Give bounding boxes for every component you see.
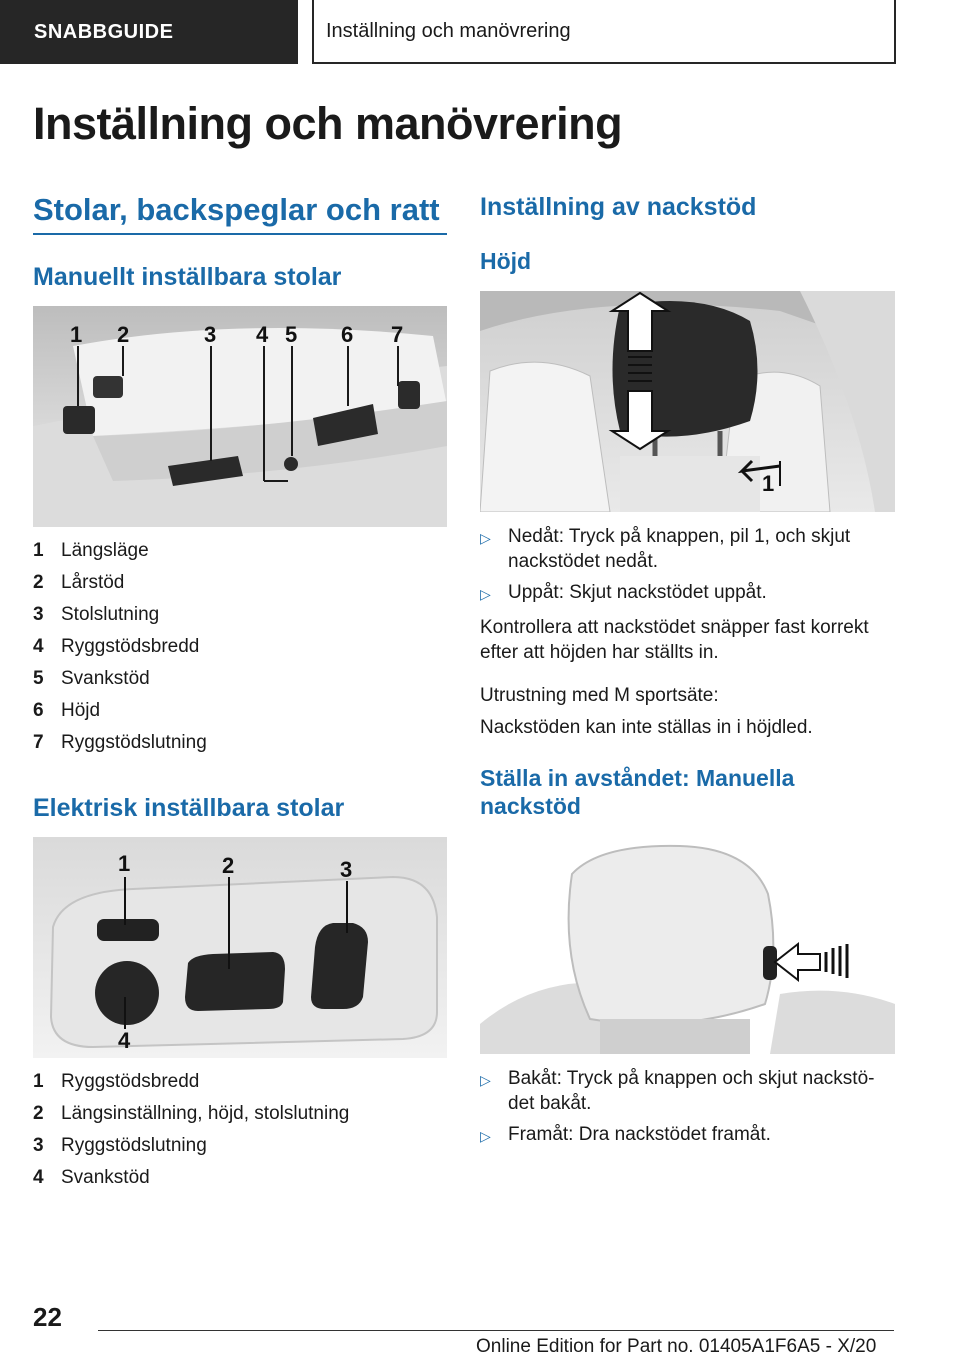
list-item: [33, 567, 447, 599]
electric-callout-3: 3: [340, 857, 353, 882]
list-label: Ryggstödsbredd: [61, 636, 200, 657]
electric-seat-list: [33, 1066, 447, 1194]
list-label: Svankstöd: [61, 668, 150, 689]
list-number: 3: [33, 1135, 44, 1156]
list-label: Lårstöd: [61, 572, 125, 593]
list-number: 1: [33, 1071, 44, 1092]
list-item: [33, 599, 447, 631]
headrest-callout-1: 1: [762, 471, 775, 496]
manual-callout-3: 3: [204, 322, 217, 347]
list-item: [33, 631, 447, 663]
heading-distance: [480, 764, 794, 820]
list-item: [33, 535, 447, 567]
list-number: 7: [33, 732, 44, 753]
triangle-bullet-icon: ▷: [480, 586, 491, 602]
list-item: [33, 1130, 447, 1162]
list-item: [33, 695, 447, 727]
distance-instructions: [480, 1066, 900, 1149]
bullet-text: nackstödet nedåt.: [508, 551, 658, 572]
electric-seat-image: [33, 837, 447, 1058]
list-item: [480, 1066, 900, 1116]
list-label: Längsinställning, höjd, stolslutning: [61, 1103, 350, 1124]
footer-edition: Online Edition for Part no. 01405A1F6A5 - X/20: [476, 1336, 877, 1357]
manual-callout-7: 7: [391, 322, 404, 347]
header-title-text: Inställning och manövrering: [326, 19, 571, 42]
heading-manual-seats: Manuellt inställbara stolar: [33, 263, 342, 291]
bullet-text: Nedåt: Tryck på knappen, pil 1, och skjut: [508, 526, 851, 547]
headrest-height-image: [480, 291, 895, 512]
list-number: 6: [33, 700, 44, 721]
list-number: 2: [33, 1103, 44, 1124]
paragraph-line: efter att höjden har ställts in.: [480, 642, 719, 663]
list-number: 4: [33, 1167, 44, 1188]
list-number: 3: [33, 604, 44, 625]
list-item: [480, 580, 900, 607]
height-instructions: [480, 524, 900, 740]
manual-callout-5: 5: [285, 322, 298, 347]
paragraph: Utrustning med M sportsäte:: [480, 685, 719, 706]
section-rule: [33, 233, 447, 235]
header-tab: SNABBGUIDE: [0, 0, 298, 64]
manual-callout-4: 4: [256, 322, 269, 347]
heading-electric-seats: Elektrisk inställbara stolar: [33, 794, 345, 822]
manual-seat-list: [33, 535, 447, 759]
manual-callout-1: 1: [70, 322, 83, 347]
list-label: Ryggstödslutning: [61, 1135, 207, 1156]
section-title-headrest: Inställning av nackstöd: [480, 193, 757, 221]
list-label: Längsläge: [61, 540, 149, 561]
headrest-distance-image: [480, 834, 895, 1054]
bullet-text: det bakåt.: [508, 1093, 592, 1114]
list-item: [33, 1098, 447, 1130]
heading-line: Ställa in avståndet: Manuella: [480, 765, 795, 791]
list-label: Höjd: [61, 700, 101, 721]
list-number: 4: [33, 636, 44, 657]
paragraph: Nackstöden kan inte ställas in i höjdled.: [480, 717, 813, 738]
list-item: [33, 727, 447, 759]
electric-callout-4: 4: [118, 1028, 131, 1053]
paragraph: [480, 615, 900, 665]
manual-seat-image: [33, 306, 447, 527]
triangle-bullet-icon: ▷: [480, 1072, 491, 1088]
header-title: [312, 0, 896, 64]
triangle-bullet-icon: ▷: [480, 530, 491, 546]
heading-line: nackstöd: [480, 793, 581, 819]
electric-callout-2: 2: [222, 853, 235, 878]
footer-rule: [98, 1330, 894, 1331]
list-label: Stolslutning: [61, 604, 160, 625]
list-item: [33, 1162, 447, 1194]
list-number: 2: [33, 572, 44, 593]
manual-callout-6: 6: [341, 322, 354, 347]
triangle-bullet-icon: ▷: [480, 1128, 491, 1144]
page-number: 22: [33, 1302, 62, 1332]
list-label: Svankstöd: [61, 1167, 150, 1188]
paragraph-line: Kontrollera att nackstödet snäpper fast korrekt: [480, 617, 869, 638]
list-item: [33, 1066, 447, 1098]
list-item: [480, 1122, 900, 1149]
section-title-seats: Stolar, backspeglar och ratt: [33, 192, 440, 227]
page-title: Inställning och manövrering: [33, 98, 623, 149]
manual-callout-2: 2: [117, 322, 130, 347]
list-label: Ryggstödslutning: [61, 732, 207, 753]
list-number: 1: [33, 540, 44, 561]
bullet-text: Bakåt: Tryck på knappen och skjut nackstö-: [508, 1068, 875, 1089]
list-item: [33, 663, 447, 695]
bullet-text: Framåt: Dra nackstödet framåt.: [508, 1124, 771, 1145]
bullet-text: Uppåt: Skjut nackstödet uppåt.: [508, 582, 767, 603]
heading-height: Höjd: [480, 248, 532, 274]
list-item: [480, 524, 900, 574]
electric-callout-1: 1: [118, 851, 131, 876]
list-number: 5: [33, 668, 44, 689]
list-label: Ryggstödsbredd: [61, 1071, 200, 1092]
